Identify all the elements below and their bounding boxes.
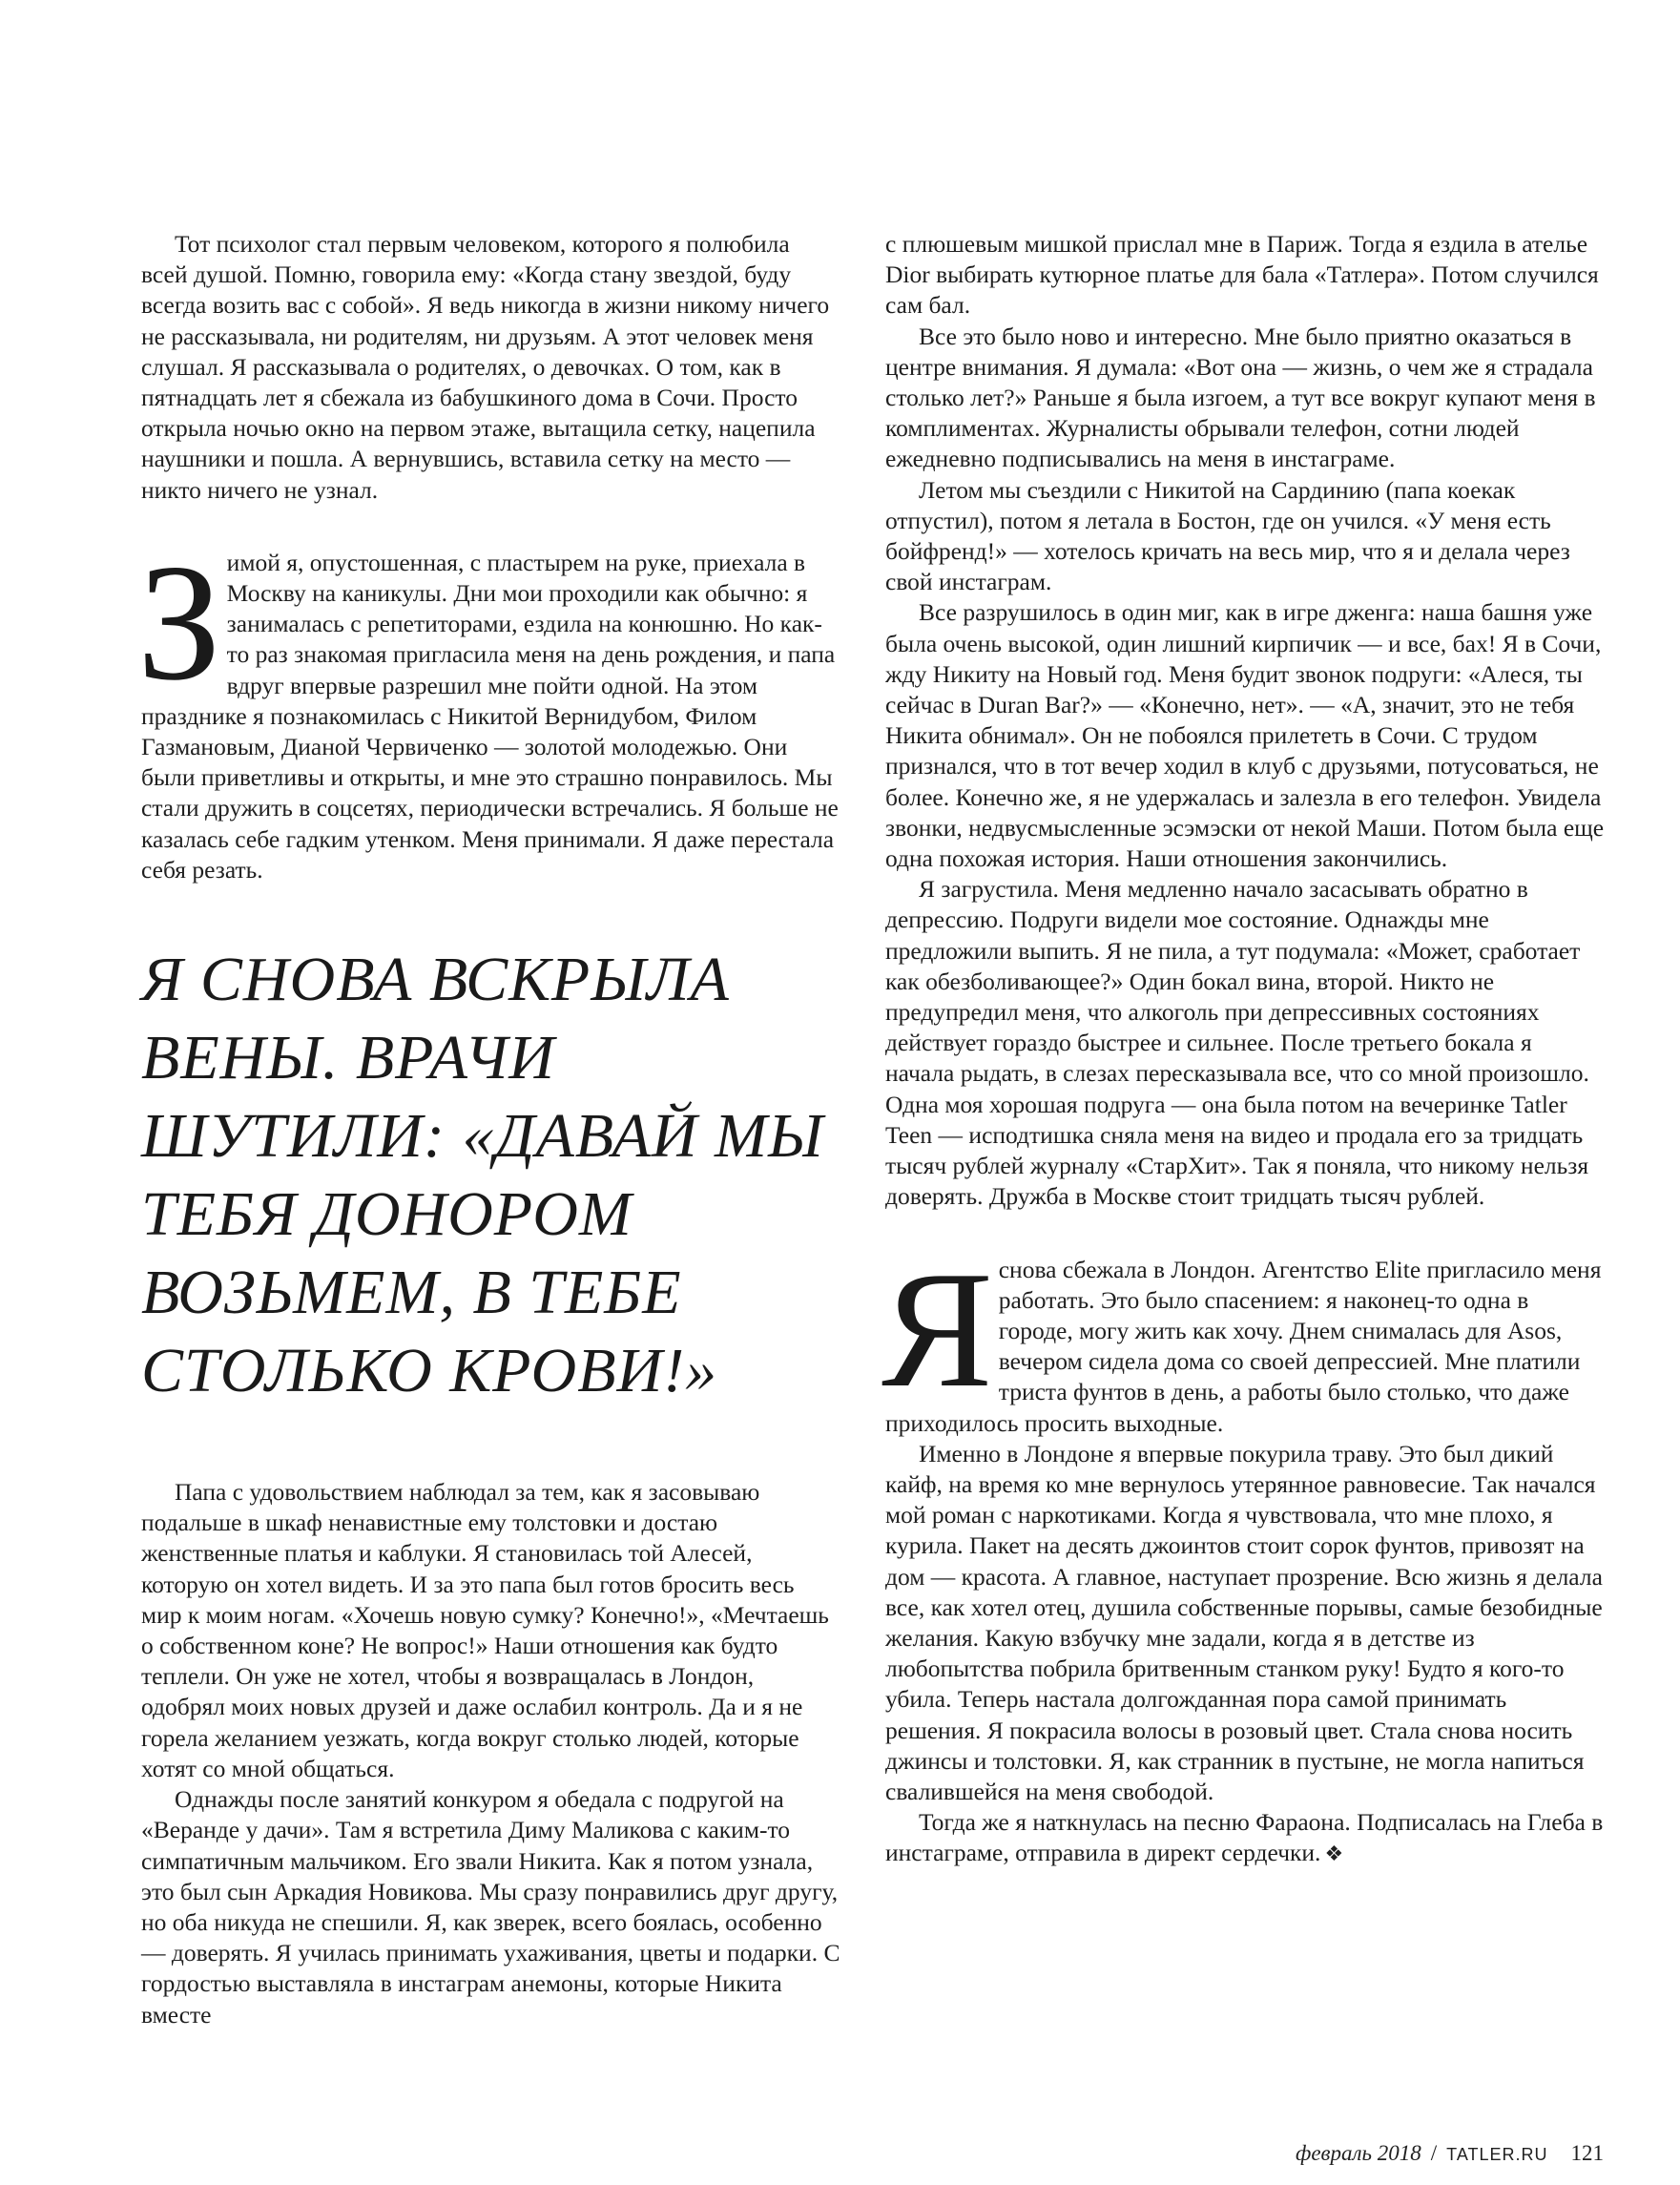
issue-date: февраль 2018 — [1295, 2141, 1421, 2165]
body-paragraph: Все разрушилось в один миг, как в игре дженга: наша башня уже была очень высокой, один лишний кирпичик — и все, бах! Я в Сочи, жду Никиту на Новый год. Меня будит звонок подруги: «Алеся, ты сейчас в Duran Bar?» — «Конечно, нет». — «А, значит, это не тебя Никита обнимал». Он не побоялся прилететь в Сочи. С трудом признался, что в тот вечер ходил в клуб с друзьями, потусоваться, не более. Конечно же, я не удержалась и залезла в его телефон. Увидела звонки, недвусмысленные эсэмэски от некой Маши. Потом была еще одна похожая история. Наши отношения закончились. — [885, 598, 1605, 873]
paragraph-gap — [885, 1213, 1606, 1255]
body-paragraph: с плюшевым мишкой прислал мне в Париж. Тогда я ездила в ателье Dior выбирать кутюрное платье для бала «Татлера». Потом случился сам бал. — [885, 230, 1599, 320]
body-paragraph-dropcap — [137, 529, 840, 885]
body-paragraph: Все это было ново и интересно. Мне было приятно оказаться в центре внимания. Я думала: «Вот она — жизнь, о чем же я страдала столько лет?» Раньше я была изгоем, а тут все вокруг купают меня в комплиментах. Журналисты обрывали телефон, сотни людей ежедневно подписывались на меня в инстаграме. — [885, 322, 1596, 473]
pull-quote: Я СНОВА ВСКРЫЛА ВЕНЫ. ВРАЧИ ШУТИЛИ: «ДАВАЙ МЫ ТЕБЯ ДОНОРОМ ВОЗЬМЕМ, В ТЕБЕ СТОЛЬКО КРОВИ!» — [141, 945, 824, 1406]
dropcap-paragraph-text: снова сбежала в Лондон. Агентство Elite пригласило меня работать. Это было спасением: я наконец-то одна в городе, могу жить как хочу. Днем снималась для Asos, вечером сидела дома со своей депрессией. Мне платили триста фунтов в день, а работы было столько, что даже приходилось просить выходные. — [885, 1255, 1602, 1437]
end-mark-icon: ❖ — [1324, 1842, 1344, 1866]
right-column — [881, 229, 1606, 1870]
dropcap-paragraph-text: имой я, опустошенная, с пластырем на руке, приехала в Москву на каникулы. Дни мои проходили как обычно: я занималась с репетиторами, ездила на конюшню. Но как-то раз знакомая пригласила меня на день рождения, и папа вдруг впервые разрешил мне пойти одной. На этом празднике я познакомилась с Никитой Вернидубом, Филом Газмановым, Дианой Червиченко — золотой молодежью. Они были приветливы и открыты, и мне это страшно понравилось. Мы стали дружить в соцсетях, периодически встречались. Я больше не казалась себе гадким утенком. Меня принимали. Я даже перестала себя резать. — [141, 548, 839, 884]
body-paragraph: Я загрустила. Меня медленно начало засасывать обратно в депрессию. Подруги видели мое состояние. Однажды мне предложили выпить. Я не пила, а тут подумала: «Может, сработает как обезболивающее?» Один бокал вина, второй. Никто не предупредил меня, что алкоголь при депрессивных состояниях действует гораздо быстрее и сильнее. После третьего бокала я начала рыдать, в слезах пересказывала все, что со мной произошло. Одна моя хорошая подруга — она была потом на вечеринке Tatler Teen — исподтишка сняла меня на видео и продала его за тридцать тысяч рублей журналу «СтарХит». Так я поняла, что никому нельзя доверять. Дружба в Москве стоит тридцать тысяч рублей. — [885, 875, 1589, 1211]
footer-separator: / — [1430, 2141, 1438, 2165]
body-paragraph: Тот психолог стал первым человеком, которого я полюбила всей душой. Помню, говорила ему: «Когда стану звездой, буду всегда возить вас с собой». Я ведь никогда в жизни никому ничего не рассказывала, ни родителям, ни друзьям. А этот человек меня слушал. Я рассказывала о родителях, о девочках. О том, как в пятнадцать лет я сбежала из бабушкиного дома в Сочи. Просто открыла ночью окно на первом этаже, вытащила сетку, нацепила наушники и пошла. А вернувшись, вставила сетку на место — никто ничего не узнал. — [141, 230, 830, 504]
page-number: 121 — [1570, 2141, 1604, 2165]
page-footer — [1296, 2141, 1604, 2166]
drop-cap: З — [137, 529, 221, 715]
body-paragraph: Папа с удовольствием наблюдал за тем, как я засовываю подальше в шкаф ненавистные ему толстовки и достаю женственные платья и каблуки. Я становилась той Алесей, которую он хотел видеть. И за это папа был готов бросить весь мир к моим ногам. «Хочешь новую сумку? Конечно!», «Мечтаешь о собственном коне? Не вопрос!» Наши отношения как будто теплели. Он уже не хотел, чтобы я возвращалась в Лондон, одобрял моих новых друзей и даже ослабил контроль. Да и я не горела желанием уезжать, когда вокруг столько людей, которые хотят со мной общаться. — [141, 1478, 829, 1782]
left-column — [137, 229, 840, 2030]
body-paragraph-dropcap — [881, 1236, 1606, 1439]
paragraph-gap — [141, 506, 840, 548]
drop-cap: Я — [881, 1236, 993, 1422]
last-paragraph-text: Тогда же я наткнулась на песню Фараона. Подписалась на Глеба в инстаграме, отправила в директ сердечки. — [885, 1808, 1604, 1867]
body-paragraph: Именно в Лондоне я впервые покурила траву. Это был дикий кайф, на время ко мне вернулось утерянное равновесие. Так начался мой роман с наркотиками. Когда я чувствовала, что мне плохо, я курила. Пакет на десять джоинтов стоит сорок фунтов, привозят на дом — красота. А главное, наступает прозрение. Всю жизнь я делала все, как хотел отец, душила собственные порывы, самые безобидные желания. Какую взбучку мне задали, когда я в детстве из любопытства побрила бритвенным станком руку! Будто я кого-то убила. Теперь настала долгожданная пора самой принимать решения. Я покрасила волосы в розовый цвет. Стала снова носить джинсы и толстовки. Я, как странник в пустыне, не могла напиться свалившейся на меня свободой. — [885, 1439, 1603, 1805]
body-paragraph-last — [885, 1807, 1606, 1869]
site-name: TATLER.RU — [1446, 2145, 1548, 2164]
body-paragraph: Летом мы съездили с Никитой на Сардинию (папа коекак отпустил), потом я летала в Бостон, где он учился. «У меня есть бойфренд!» — хотелось кричать на весь мир, что я и делала через свой инстаграм. — [885, 475, 1570, 596]
body-paragraph: Однажды после занятий конкуром я обедала с подругой на «Веранде у дачи». Там я встретила Диму Маликова с каким-то симпатичным мальчиком. Его звали Никита. Как я потом узнала, это был сын Аркадия Новикова. Мы сразу понравились друг другу, но оба никуда не спешили. Я, как зверек, всего боялась, особенно — доверять. Я училась принимать ухаживания, цветы и подарки. С гордостью выставляла в инстаграм анемоны, которые Никита вместе — [141, 1785, 840, 2029]
